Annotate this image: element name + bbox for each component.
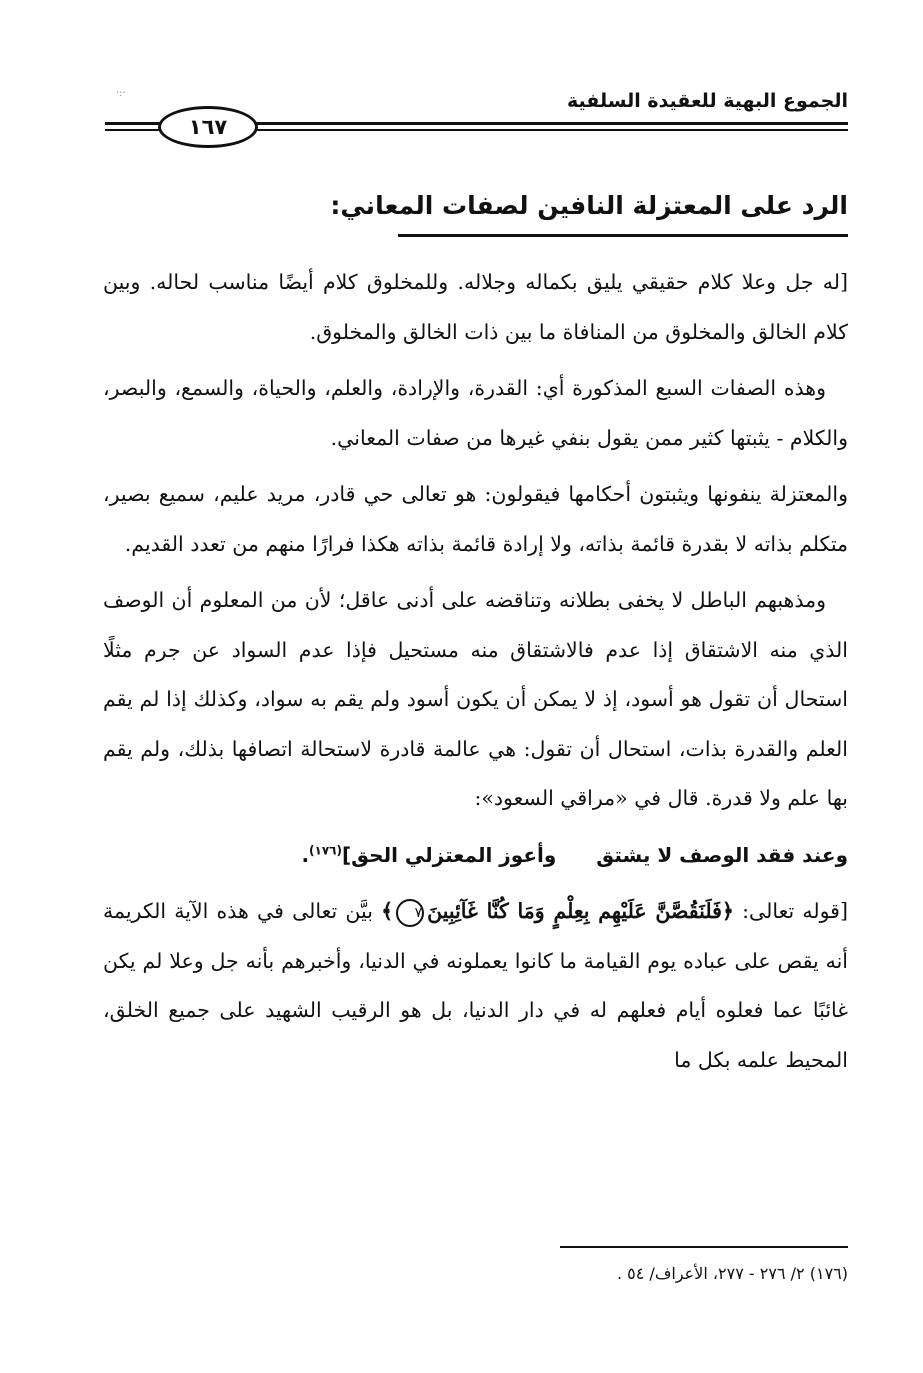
paragraph-5 xyxy=(103,887,848,1085)
ayah-number-mark: ٧ xyxy=(396,899,424,927)
poetry-verse: وعند فقد الوصف لا يشتقوأعوز المعتزلي الحق]$^{(١٧٦)}$. xyxy=(301,842,848,867)
section-heading: الرد على المعتزلة النافين لصفات المعاني: xyxy=(330,191,848,220)
paragraph-4: ومذهبهم الباطل لا يخفى بطلانه وتناقضه على أدنى عاقل؛ لأن من المعلوم أن الوصف الذي منه الاشتقاق إذا عدم فالاشتقاق منه مستحيل فإذا عدم السواد عن جرم مثلًا استحال أن تقول هو أسود، إذ لا يمكن أن يكون أسود ولم يقم به سواد، وكذلك إذا لم يقم العلم والقدرة بذات، استحال أن تقول: هي عالمة قادرة لاستحالة اتصافها بذلك، ولم يقم بها علم ولا قدرة. قال في «مراقي السعود»: xyxy=(103,588,848,810)
footnote: (١٧٦) ٢/ ٢٧٦ - ٢٧٧، الأعراف/ ٥٤ . xyxy=(616,1264,848,1283)
verse-hemistich-1: وعند فقد الوصف لا يشتق xyxy=(596,842,848,867)
quran-verse: ﴿فَلَنَقُصَّنَّ عَلَيْهِم بِعِلْمٍ وَمَا كُنَّا غَآئِبِينَ xyxy=(427,899,734,923)
paragraph-5-intro: [قوله تعالى: xyxy=(742,899,848,923)
heading-underline xyxy=(398,234,848,237)
paragraph-2: وهذه الصفات السبع المذكورة أي: القدرة، والإرادة، والعلم، والحياة، والسمع، والبصر، والكلام - يثبتها كثير ممن يقول بنفي غيرها من صفات المعاني. xyxy=(103,376,848,450)
corner-mark: ·:· xyxy=(116,88,126,99)
paragraph-5-text: بيَّن تعالى في هذه الآية الكريمة أنه يقص على عباده يوم القيامة ما كانوا يعملونه في الدنيا، وأخبرهم بأنه جل وعلا لم يكن غائبًا عما فعلوه أيام فعلهم له في دار الدنيا، بل هو الرقيب الشهيد على جميع الخلق، المحيط علمه بكل ما xyxy=(103,899,848,1072)
footnote-rule xyxy=(560,1246,848,1248)
paragraph-3: والمعتزلة ينفونها ويثبتون أحكامها فيقولون: هو تعالى حي قادر، مريد عليم، سميع بصير، متكلم بذاته لا بقدرة قائمة بذاته، ولا إرادة قائمة بذاته هكذا فرارًا منهم من تعدد القديم. xyxy=(103,482,848,556)
body-text xyxy=(103,258,848,1092)
quran-close-bracket: ﴾ xyxy=(381,899,394,923)
paragraph-1: [له جل وعلا كلام حقيقي يليق بكماله وجلاله. وللمخلوق كلام أيضًا مناسب لحاله. وبين كلام الخالق والمخلوق من المنافاة ما بين ذات الخالق والمخلوق. xyxy=(103,270,848,344)
verse-hemistich-2: وأعوز المعتزلي الحق] xyxy=(342,842,557,867)
running-title: الجموع البهية للعقيدة السلفية xyxy=(567,90,848,112)
page-number: ١٦٧ xyxy=(158,106,258,148)
footnote-reference: (١٧٦) xyxy=(309,842,342,857)
